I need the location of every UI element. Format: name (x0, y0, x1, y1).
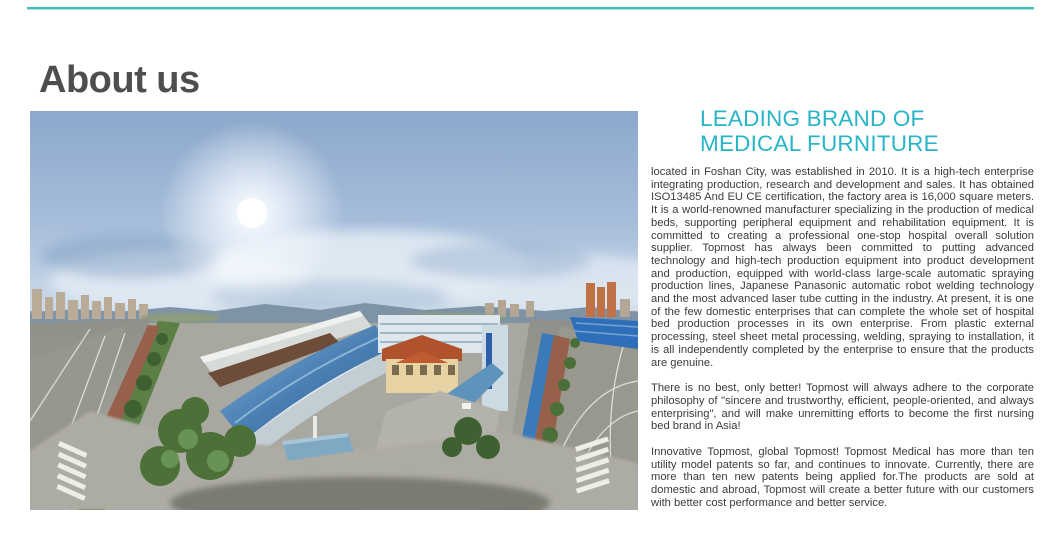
lead-heading (651, 106, 1034, 156)
lead-heading-line1: LEADING BRAND OF (700, 106, 925, 131)
about-paragraph-3: Innovative Topmost, global Topmost! Topmost Medical has more than ten utility model patents so far, and continues to innovate. Currently, there are more than ten new patents being applied for.The products are sold at domestic and abroad, Topmost will create a better future with our customers with better cost performance and better service. (651, 446, 1034, 509)
about-paragraph-1: located in Foshan City, was established in 2010. It is a high-tech enterprise integrating production, research and development and sales. It has obtained ISO13485 And EU CE certification, the factory area is 16,000 square meters. It is a world-renowned manufacturer specializing in the production of medical beds, supporting peripheral equipment and rehabilitation equipment. It is committed to creating a professional one-stop hospital overall solution supplier. Topmost has always been committed to putting advanced technology and high-tech production equipment into product development and production, equipped with world-class large-scale automatic spraying production lines, Japanese Panasonic automatic robot welding technology and the most advanced laser tube cutting in the industry. At present, it is one of the few domestic enterprises that can complete the whole set of hospital bed production processes in its own enterprise. From plastic external processing, steel sheet metal processing, welding, spraying to installation, it is all independently completed by the enterprise to ensure that the products are genuine. (651, 166, 1034, 369)
factory-panorama-photo (30, 111, 638, 510)
page-title: About us (39, 59, 200, 102)
lead-heading-line2: MEDICAL FURNITURE (700, 131, 939, 156)
about-text-column (651, 106, 1034, 510)
top-divider-line (27, 7, 1034, 10)
factory-panorama-illustration (30, 111, 638, 510)
about-paragraph-2: There is no best, only better! Topmost will always adhere to the corporate philosophy of "sincere and trustworthy, efficient, people-oriented, and always enterprising", and will make unremitting efforts to become the first nursing bed brand in Asia! (651, 382, 1034, 433)
about-body-copy (651, 166, 1034, 510)
